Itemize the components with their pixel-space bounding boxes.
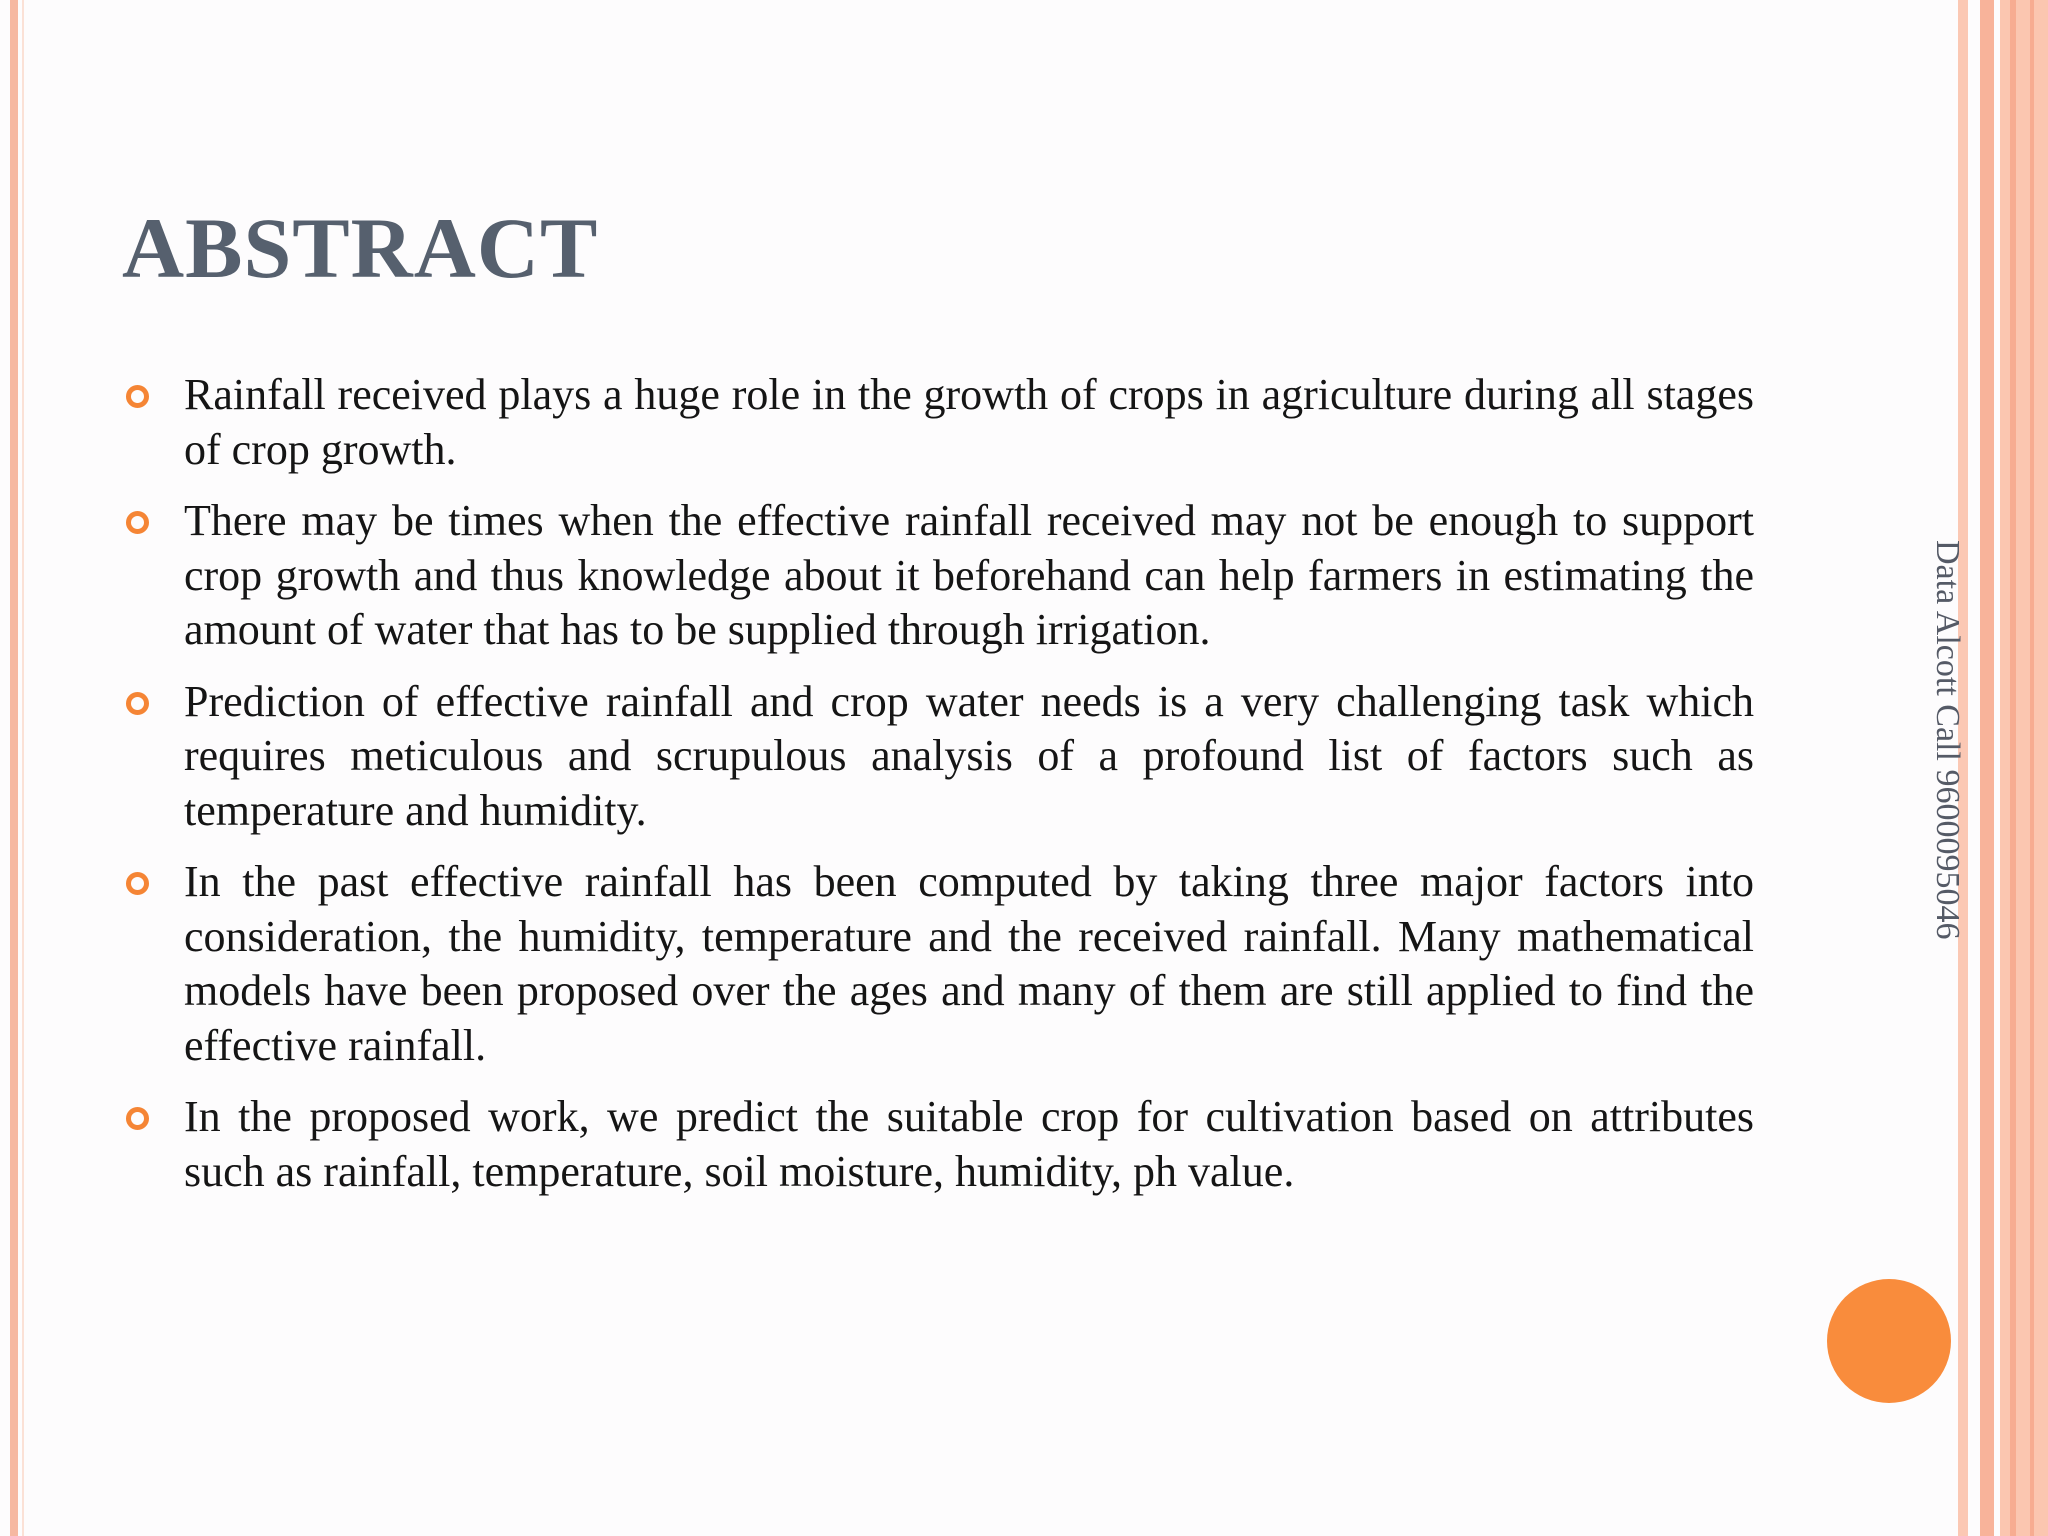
bullet-circle-icon	[126, 385, 149, 408]
bullet-circle-icon	[126, 692, 149, 715]
bullet-item	[122, 494, 1754, 658]
bullet-item	[122, 368, 1754, 477]
right-stripe-decoration	[2000, 0, 2048, 1536]
bullet-text: There may be times when the effective rainfall received may not be enough to support crop growth and thus knowledge about it beforehand can help farmers in estimating the amount of water that has to be supplied through irrigation.	[184, 496, 1754, 654]
bullet-item	[122, 675, 1754, 839]
bullet-text: Rainfall received plays a huge role in the growth of crops in agriculture during all stages of crop growth.	[184, 370, 1754, 474]
bullet-circle-icon	[126, 1107, 149, 1130]
left-border-thin-decoration	[22, 0, 24, 1536]
bullet-text: In the past effective rainfall has been computed by taking three major factors into consideration, the humidity, temperature and the received rainfall. Many mathematical models have been proposed over the ages and many of them are still applied to find the effective rainfall.	[184, 857, 1754, 1070]
side-note-text: Data Alcott Call 9600095046	[1929, 540, 1966, 940]
bullet-list	[122, 368, 1754, 1216]
left-border-decoration	[10, 0, 18, 1536]
right-stripe-decoration	[2030, 0, 2034, 1536]
bullet-circle-icon	[126, 872, 149, 895]
bullet-text: Prediction of effective rainfall and crop water needs is a very challenging task which requires meticulous and scrupulous analysis of a profound list of factors such as temperature and humidity.	[184, 676, 1754, 835]
bullet-text: In the proposed work, we predict the suitable crop for cultivation based on attributes such as rainfall, temperature, soil moisture, humidity, ph value.	[184, 1092, 1754, 1196]
right-stripe-decoration	[2010, 0, 2016, 1536]
bullet-circle-icon	[126, 511, 149, 534]
bullet-item	[122, 855, 1754, 1073]
side-note	[1928, 540, 1972, 1000]
right-stripe-decoration	[1980, 0, 1994, 1536]
slide-title: ABSTRACT	[122, 200, 599, 296]
bullet-item	[122, 1090, 1754, 1199]
orange-circle-decoration	[1827, 1279, 1951, 1403]
